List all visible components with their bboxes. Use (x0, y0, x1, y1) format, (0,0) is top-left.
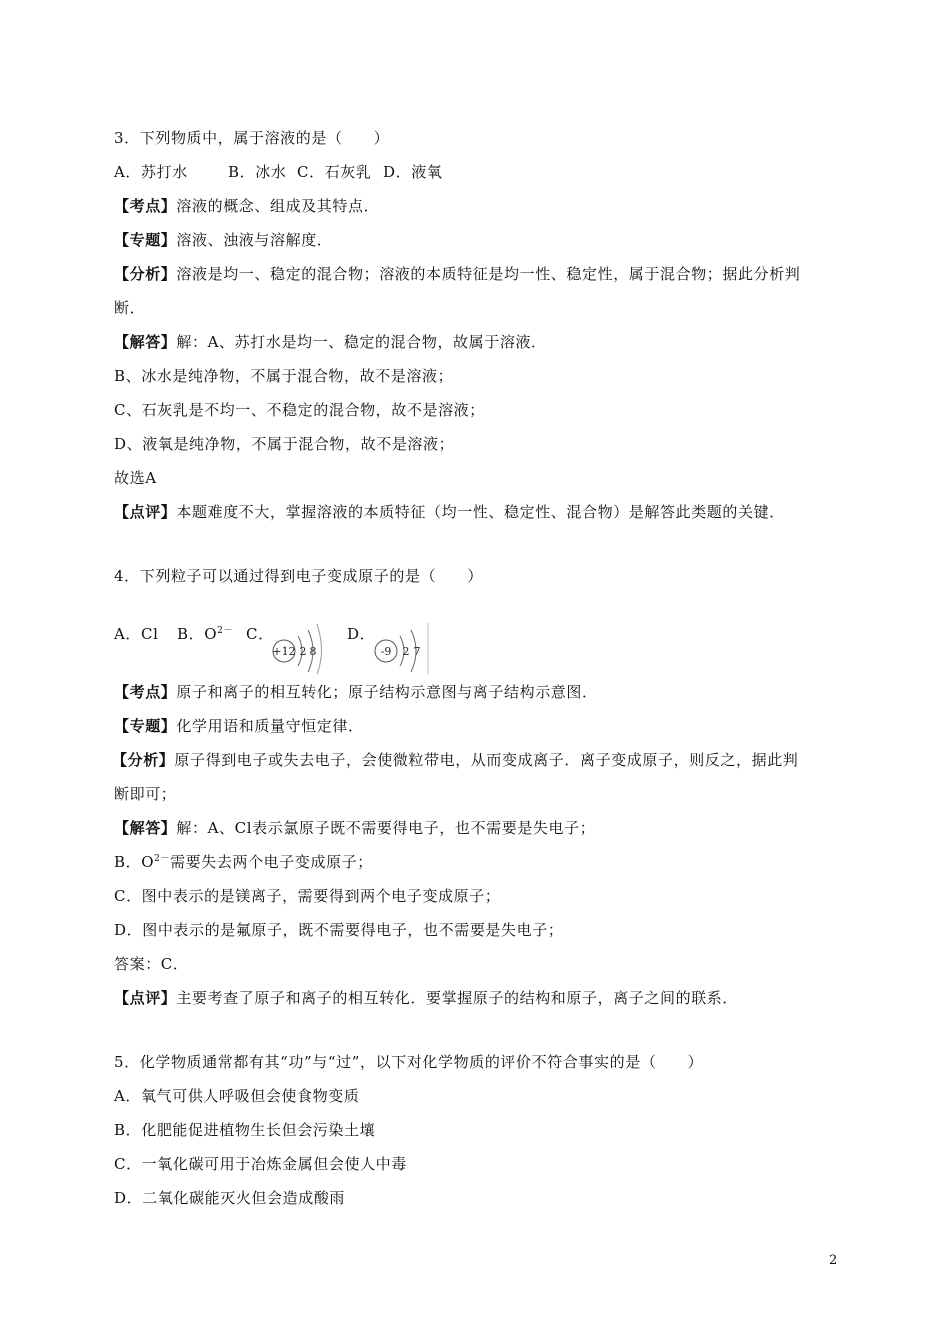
q4-diagram-c-nucleus: +12 (272, 645, 296, 658)
q4-fenxi-text-1: 原子得到电子或失去电子，会使微粒带电，从而变成离子．离子变成原子，则反之，据此判 (174, 751, 799, 769)
q5-option-b: B．化肥能促进植物生长但会污染土壤 (114, 1121, 376, 1139)
q4-option-a: A．Cl (114, 625, 159, 643)
q4-jieda-text-3: C．图中表示的是镁离子，需要得到两个电子变成原子； (114, 887, 501, 905)
q4-option-b-text: B．O (177, 625, 218, 643)
q4-diagram-d (370, 622, 432, 674)
q4-option-d: D． (347, 625, 376, 643)
q3-kaodian-text: 溶液的概念、组成及其特点． (176, 197, 380, 215)
q5-option-d: D．二氧化碳能灭火但会造成酸雨 (114, 1189, 346, 1207)
q4-jieda (114, 818, 595, 838)
q3-dianping (114, 502, 785, 522)
q4-jieda-text-4: D．图中表示的是氟原子，既不需要得电子，也不需要是失电子； (114, 921, 564, 939)
q4-fenxi-text-2: 断即可； (114, 785, 177, 803)
q4-kaodian-tag: 【考点】 (114, 683, 177, 701)
q4-diagram-d-shell2-count: 7 (413, 645, 421, 658)
q3-zhuanti (114, 230, 332, 250)
q3-fenxi-tag: 【分析】 (114, 265, 177, 283)
q4-diagram-c-shell1-count: 2 (299, 645, 307, 658)
q3-option-b: B．冰水 (228, 163, 287, 181)
q4-diagram-c-shell-3 (317, 624, 322, 674)
q3-answer: 故选A (114, 469, 157, 487)
q4-dianping-text: 主要考查了原子和离子的相互转化．要掌握原子的结构和原子，离子之间的联系． (176, 989, 739, 1007)
q3-option-a: A．苏打水 (114, 163, 188, 181)
q3-zhuanti-tag: 【专题】 (114, 231, 177, 249)
q4-zhuanti-tag: 【专题】 (114, 717, 177, 735)
q4-jieda-text-2-pre: B．O (114, 853, 155, 871)
q3-jieda-tag: 【解答】 (114, 333, 177, 351)
q3-kaodian-tag: 【考点】 (114, 197, 177, 215)
q4-stem: 4．下列粒子可以通过得到电子变成原子的是（ ） (114, 567, 483, 585)
q3-option-d: D．液氧 (383, 163, 443, 181)
q4-jieda-line-2 (114, 852, 373, 872)
q4-option-b (177, 624, 246, 644)
q4-kaodian (114, 682, 598, 702)
q4-options (114, 624, 375, 644)
q3-jieda-text-1: 解：A、苏打水是均一、稳定的混合物，故属于溶液． (176, 333, 547, 351)
q4-fenxi (112, 750, 798, 770)
q4-diagram-d-shell1-count: 2 (402, 645, 410, 658)
q5-option-a: A．氧气可供人呼吸但会使食物变质 (114, 1087, 360, 1105)
q4-diagram-c-shell2-count: 8 (309, 645, 317, 658)
q4-jieda-tag: 【解答】 (114, 819, 177, 837)
q5-option-c: C．一氧化碳可用于冶炼金属但会使人中毒 (114, 1155, 407, 1173)
q3-kaodian (114, 196, 379, 216)
q4-dianping-tag: 【点评】 (114, 989, 177, 1007)
q4-answer: 答案：C． (114, 955, 189, 973)
page-number: 2 (829, 1253, 838, 1268)
q3-dianping-text: 本题难度不大，掌握溶液的本质特征（均一性、稳定性、混合物）是解答此类题的关键． (176, 503, 785, 521)
q3-jieda-text-2: B、冰水是纯净物，不属于混合物，故不是溶液； (114, 367, 454, 385)
q4-jieda-charge: 2－ (154, 854, 171, 864)
q3-options (114, 162, 442, 182)
q4-dianping (114, 988, 738, 1008)
q4-jieda-text-2-post: 需要失去两个电子变成原子； (170, 853, 373, 871)
q4-diagram-d-nucleus: -9 (380, 645, 392, 658)
q3-fenxi-text-2: 断． (114, 299, 146, 317)
q3-dianping-tag: 【点评】 (114, 503, 177, 521)
q4-diagram-c (268, 622, 328, 674)
q4-zhuanti (114, 716, 364, 736)
q4-kaodian-text: 原子和离子的相互转化；原子结构示意图与离子结构示意图． (176, 683, 598, 701)
q3-jieda (114, 332, 547, 352)
q3-stem: 3．下列物质中，属于溶液的是（ ） (114, 129, 390, 147)
q4-fenxi-tag: 【分析】 (112, 751, 175, 769)
q4-zhuanti-text: 化学用语和质量守恒定律． (176, 717, 364, 735)
q3-zhuanti-text: 溶液、浊液与溶解度． (176, 231, 333, 249)
q3-fenxi (114, 264, 800, 284)
q4-option-b-charge: 2－ (217, 626, 234, 636)
q3-jieda-text-4: D、液氧是纯净物，不属于混合物，故不是溶液； (114, 435, 455, 453)
q4-jieda-text-1: 解：A、Cl表示氯原子既不需要得电子，也不需要是失电子； (176, 819, 596, 837)
q5-stem: 5．化学物质通常都有其“功”与“过”，以下对化学物质的评价不符合事实的是（ ） (114, 1053, 704, 1071)
q3-fenxi-text-1: 溶液是均一、稳定的混合物；溶液的本质特征是均一性、稳定性，属于混合物；据此分析判 (176, 265, 801, 283)
q4-option-c: C． (246, 625, 274, 643)
q3-option-c: C．石灰乳 (297, 163, 372, 181)
q3-jieda-text-3: C、石灰乳是不均一、不稳定的混合物，故不是溶液； (114, 401, 485, 419)
